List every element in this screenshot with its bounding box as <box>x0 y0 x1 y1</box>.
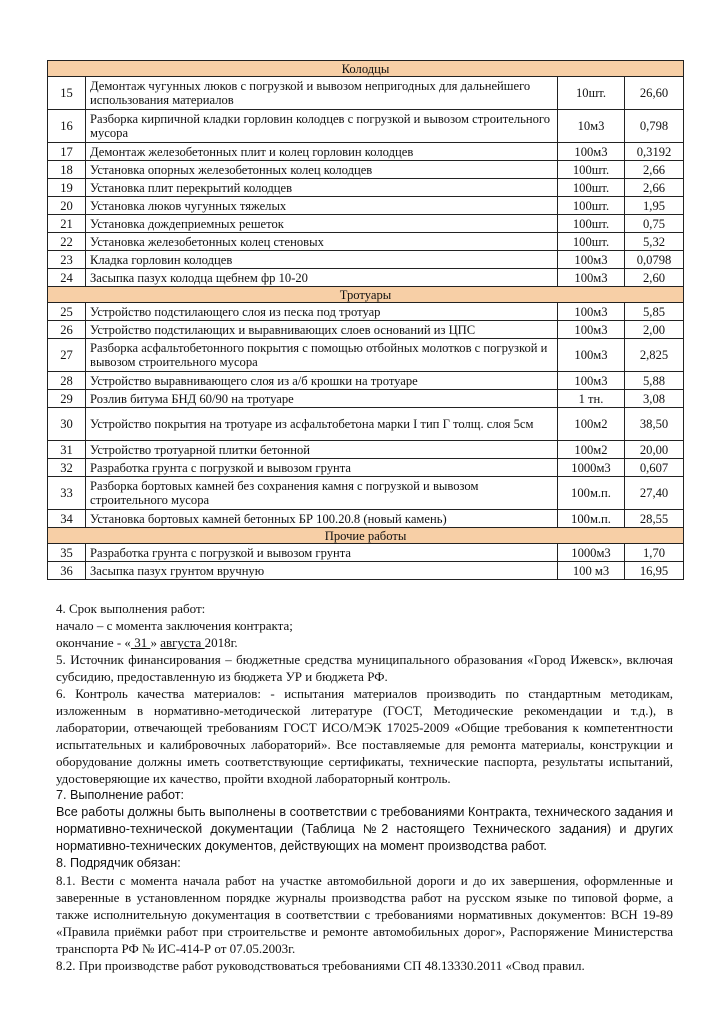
row-description: Устройство подстилающих и выравнивающих слоев оснований из ЦПС <box>86 321 558 339</box>
row-quantity: 2,66 <box>625 161 684 179</box>
row-description: Засыпка пазух грунтом вручную <box>86 562 558 580</box>
row-quantity: 5,85 <box>625 303 684 321</box>
row-unit: 10шт. <box>558 77 625 110</box>
row-unit: 100м3 <box>558 269 625 287</box>
row-description: Демонтаж железобетонных плит и колец горловин колодцев <box>86 143 558 161</box>
row-description: Разборка бортовых камней без сохранения камня с погрузкой и вывозом строительного мусора <box>86 477 558 510</box>
row-description: Розлив битума БНД 60/90 на тротуаре <box>86 390 558 408</box>
table-row <box>48 372 684 390</box>
table-row <box>48 77 684 110</box>
row-unit: 100 м3 <box>558 562 625 580</box>
section-header <box>48 287 684 303</box>
row-unit: 100м3 <box>558 251 625 269</box>
section-4-title: 4. Срок выполнения работ: <box>56 601 206 616</box>
row-description: Кладка горловин колодцев <box>86 251 558 269</box>
row-unit: 100м3 <box>558 303 625 321</box>
row-number: 30 <box>48 408 86 441</box>
document-body-text <box>56 600 673 974</box>
table-row <box>48 251 684 269</box>
section-header <box>48 528 684 544</box>
row-number: 15 <box>48 77 86 110</box>
row-unit: 1000м3 <box>558 544 625 562</box>
works-table <box>47 60 684 580</box>
end-date-suffix: 2018г. <box>204 635 238 650</box>
row-quantity: 2,00 <box>625 321 684 339</box>
row-quantity: 1,95 <box>625 197 684 215</box>
row-description: Устройство подстилающего слоя из песка под тротуар <box>86 303 558 321</box>
row-unit: 1000м3 <box>558 459 625 477</box>
row-number: 26 <box>48 321 86 339</box>
table-row <box>48 215 684 233</box>
table-row <box>48 544 684 562</box>
table-row <box>48 233 684 251</box>
row-unit: 100шт. <box>558 233 625 251</box>
row-number: 21 <box>48 215 86 233</box>
section-title: Прочие работы <box>48 528 684 544</box>
row-quantity: 0,607 <box>625 459 684 477</box>
row-unit: 100м3 <box>558 372 625 390</box>
row-description: Засыпка пазух колодца щебнем фр 10-20 <box>86 269 558 287</box>
work-end-line <box>56 634 673 651</box>
row-quantity: 1,70 <box>625 544 684 562</box>
row-unit: 100м2 <box>558 441 625 459</box>
section-8-1-paragraph: 8.1. Вести с момента начала работ на участке автомобильной дороги и до их завершения, оформленные и заверенные в установленном порядке журналы производства работ на русском языке по типовой форме, а также исполнительную документация в соответствии с требованиями нормативных документов: ВСН 19-89 «Правила приёмки работ при строительстве и ремонте автомобильных дорог», Распоряжение Министерства транспорта РФ № ИС-414-Р от 07.05.2003г. <box>56 873 673 956</box>
row-quantity: 38,50 <box>625 408 684 441</box>
table-row <box>48 110 684 143</box>
section-title: Колодцы <box>48 61 684 77</box>
row-number: 25 <box>48 303 86 321</box>
section-8-2-paragraph: 8.2. При производстве работ руководствоваться требованиями СП 48.13330.2011 «Свод правил. <box>56 958 585 973</box>
row-quantity: 0,0798 <box>625 251 684 269</box>
row-number: 23 <box>48 251 86 269</box>
row-quantity: 2,60 <box>625 269 684 287</box>
table-row <box>48 303 684 321</box>
row-quantity: 2,825 <box>625 339 684 372</box>
row-description: Устройство тротуарной плитки бетонной <box>86 441 558 459</box>
row-unit: 100шт. <box>558 215 625 233</box>
end-date-day: 31 <box>130 635 151 650</box>
row-number: 19 <box>48 179 86 197</box>
row-description: Разборка асфальтобетонного покрытия с помощью отбойных молотков с погрузкой и вывозом строительного мусора <box>86 339 558 372</box>
table-row <box>48 339 684 372</box>
row-quantity: 20,00 <box>625 441 684 459</box>
row-number: 35 <box>48 544 86 562</box>
table-row <box>48 161 684 179</box>
row-description: Разработка грунта с погрузкой и вывозом грунта <box>86 459 558 477</box>
table-row <box>48 459 684 477</box>
end-date-prefix: окончание - « <box>56 635 131 650</box>
row-quantity: 0,798 <box>625 110 684 143</box>
section-8-title: 8. Подрядчик обязан: <box>56 856 181 870</box>
end-date-month: августа <box>160 635 205 650</box>
row-description: Устройство выравнивающего слоя из а/б крошки на тротуаре <box>86 372 558 390</box>
section-header <box>48 61 684 77</box>
row-quantity: 2,66 <box>625 179 684 197</box>
row-description: Установка дождеприемных решеток <box>86 215 558 233</box>
row-number: 16 <box>48 110 86 143</box>
row-description: Установка люков чугунных тяжелых <box>86 197 558 215</box>
row-quantity: 0,3192 <box>625 143 684 161</box>
section-7-paragraph: Все работы должны быть выполнены в соответствии с требованиями Контракта, технического задания и нормативно-технической документации (Таблица №2 настоящего Технического задания) и других нормативно-технических документов, действующих на момент производства работ. <box>56 805 673 853</box>
row-unit: 100шт. <box>558 161 625 179</box>
section-title: Тротуары <box>48 287 684 303</box>
row-number: 36 <box>48 562 86 580</box>
row-unit: 1 тн. <box>558 390 625 408</box>
row-description: Разборка кирпичной кладки горловин колодцев с погрузкой и вывозом строительного мусора <box>86 110 558 143</box>
row-number: 17 <box>48 143 86 161</box>
row-number: 18 <box>48 161 86 179</box>
row-unit: 100шт. <box>558 179 625 197</box>
row-quantity: 0,75 <box>625 215 684 233</box>
row-number: 20 <box>48 197 86 215</box>
row-number: 32 <box>48 459 86 477</box>
row-unit: 100м3 <box>558 321 625 339</box>
table-row <box>48 477 684 510</box>
row-number: 34 <box>48 510 86 528</box>
section-6-paragraph: 6. Контроль качества материалов: - испытания материалов производить по стандартным методикам, изложенным в нормативно-методической литературе (ГОСТ, Методические рекомендации и т.д.), в лаборатории, отвечающей требованиям ГОСТ ИСО/МЭК 17025-2009 «Общие требования к компетентности испытательных и калибровочных лабораторий». Все поставляемые для ремонта материалы, конструкции и оборудование должны иметь соответствующие сертификаты, технические паспорта, результаты испытаний, удостоверяющие их качество, пройти входной лабораторный контроль. <box>56 686 673 786</box>
section-5-paragraph: 5. Источник финансирования – бюджетные средства муниципального образования «Город Ижевск», включая субсидию, предоставленную из бюджета УР и бюджета РФ. <box>56 652 673 684</box>
row-number: 28 <box>48 372 86 390</box>
row-description: Установка опорных железобетонных колец колодцев <box>86 161 558 179</box>
row-description: Установка железобетонных колец стеновых <box>86 233 558 251</box>
row-unit: 100м3 <box>558 339 625 372</box>
table-row <box>48 179 684 197</box>
section-7-title: 7. Выполнение работ: <box>56 788 185 802</box>
row-number: 33 <box>48 477 86 510</box>
row-quantity: 5,32 <box>625 233 684 251</box>
row-number: 27 <box>48 339 86 372</box>
row-quantity: 26,60 <box>625 77 684 110</box>
row-quantity: 5,88 <box>625 372 684 390</box>
row-unit: 100м.п. <box>558 510 625 528</box>
end-date-mid: » <box>150 635 161 650</box>
work-start-line: начало – с момента заключения контракта; <box>56 618 293 633</box>
row-quantity: 16,95 <box>625 562 684 580</box>
table-row <box>48 321 684 339</box>
row-number: 24 <box>48 269 86 287</box>
row-quantity: 28,55 <box>625 510 684 528</box>
row-unit: 100шт. <box>558 197 625 215</box>
row-description: Разработка грунта с погрузкой и вывозом грунта <box>86 544 558 562</box>
table-row <box>48 269 684 287</box>
table-row <box>48 197 684 215</box>
table-row <box>48 562 684 580</box>
table-row <box>48 441 684 459</box>
row-unit: 10м3 <box>558 110 625 143</box>
row-unit: 100м2 <box>558 408 625 441</box>
row-description: Установка плит перекрытий колодцев <box>86 179 558 197</box>
table-row <box>48 408 684 441</box>
row-quantity: 27,40 <box>625 477 684 510</box>
table-row <box>48 390 684 408</box>
row-number: 29 <box>48 390 86 408</box>
row-number: 31 <box>48 441 86 459</box>
row-quantity: 3,08 <box>625 390 684 408</box>
row-number: 22 <box>48 233 86 251</box>
row-description: Демонтаж чугунных люков с погрузкой и вывозом непригодных для дальнейшего использования материалов <box>86 77 558 110</box>
row-description: Устройство покрытия на тротуаре из асфальтобетона марки I тип Г толщ. слоя 5см <box>86 408 558 441</box>
row-unit: 100м.п. <box>558 477 625 510</box>
row-description: Установка бортовых камней бетонных БР 100.20.8 (новый камень) <box>86 510 558 528</box>
row-unit: 100м3 <box>558 143 625 161</box>
table-row <box>48 143 684 161</box>
table-row <box>48 510 684 528</box>
